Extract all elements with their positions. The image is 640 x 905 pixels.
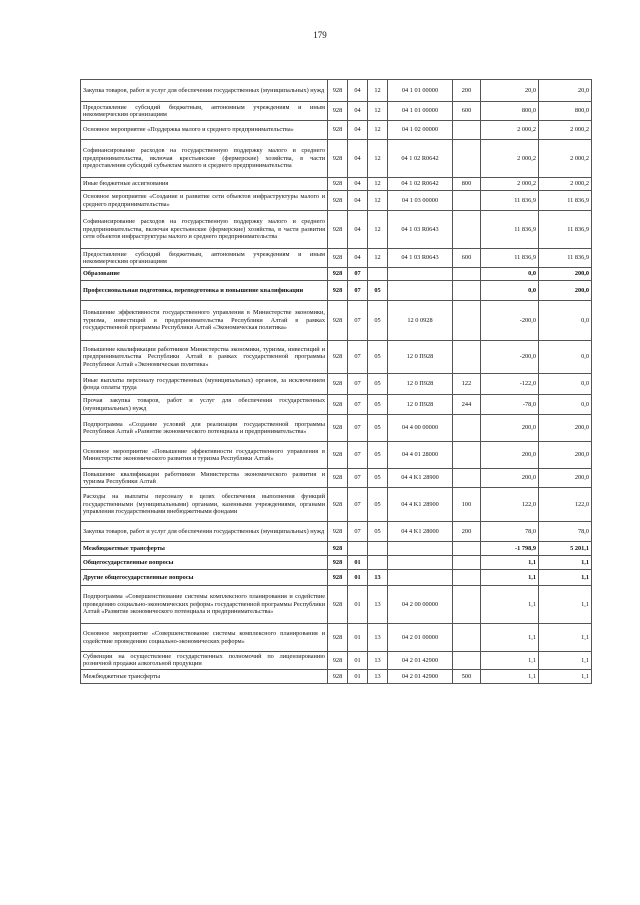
row-target-article: 04 4 K1 28900 (388, 488, 453, 522)
row-admin-code: 928 (328, 80, 348, 102)
row-admin-code: 928 (328, 249, 348, 268)
table-row (81, 488, 592, 522)
row-name: Основное мероприятие «Создание и развитие сети объектов инфраструктуры малого и среднего предпринимательства» (81, 191, 328, 211)
row-target-article: 12 0 0928 (388, 301, 453, 341)
row-section: 01 (348, 669, 368, 683)
row-subsection: 05 (368, 374, 388, 395)
row-section: 07 (348, 522, 368, 542)
row-expense-type (453, 121, 481, 140)
row-subsection (368, 542, 388, 556)
table-row (81, 395, 592, 415)
row-section: 07 (348, 415, 368, 442)
row-section: 07 (348, 281, 368, 301)
row-amount-change: 0,0 (481, 281, 539, 301)
row-expense-type (453, 191, 481, 211)
row-section: 01 (348, 652, 368, 670)
row-section: 04 (348, 80, 368, 102)
table-row (81, 374, 592, 395)
row-admin-code: 928 (328, 395, 348, 415)
row-name: Подпрограмма «Создание условий для реализации государственной программы Республики Алтай «Развитие экономического потенциала и предпринимательства» (81, 415, 328, 442)
row-name: Иные выплаты персоналу государственных (муниципальных) органов, за исключением фонда оплаты труда (81, 374, 328, 395)
row-subsection: 05 (368, 301, 388, 341)
row-amount-total: 1,1 (539, 586, 592, 624)
row-target-article: 04 1 03 00000 (388, 191, 453, 211)
row-expense-type: 122 (453, 374, 481, 395)
row-name: Основное мероприятие «Совершенствование системы комплексного планирования и содействие проведению социально-экономических реформ» (81, 624, 328, 652)
row-subsection: 05 (368, 488, 388, 522)
row-amount-total: 2 000,2 (539, 178, 592, 191)
row-amount-total: 1,1 (539, 556, 592, 570)
row-amount-change: 11 836,9 (481, 191, 539, 211)
row-name: Повышение квалификации работников Министерства экономического развития и туризма Республики Алтай (81, 469, 328, 488)
row-expense-type: 200 (453, 522, 481, 542)
row-admin-code: 928 (328, 570, 348, 586)
row-admin-code: 928 (328, 442, 348, 469)
row-target-article: 04 1 01 00000 (388, 80, 453, 102)
table-row (81, 415, 592, 442)
page-number: 179 (313, 30, 327, 40)
row-admin-code: 928 (328, 191, 348, 211)
row-section (348, 542, 368, 556)
row-amount-change: 1,1 (481, 570, 539, 586)
row-amount-change: -1 798,9 (481, 542, 539, 556)
row-amount-total: 0,0 (539, 301, 592, 341)
row-section: 07 (348, 341, 368, 374)
row-subsection (368, 268, 388, 281)
row-subsection: 05 (368, 469, 388, 488)
table-row (81, 178, 592, 191)
table-row (81, 586, 592, 624)
row-expense-type (453, 211, 481, 249)
row-name: Общегосударственные вопросы (81, 556, 328, 570)
row-name: Иные бюджетные ассигнования (81, 178, 328, 191)
row-amount-change: -200,0 (481, 301, 539, 341)
row-expense-type (453, 586, 481, 624)
row-section: 07 (348, 374, 368, 395)
row-admin-code: 928 (328, 341, 348, 374)
row-name: Основное мероприятие «Повышение эффективности государственного управления в Министерстве экономического развития и туризма Республики Алтай» (81, 442, 328, 469)
row-target-article: 04 1 02 R0642 (388, 140, 453, 178)
row-section: 07 (348, 488, 368, 522)
row-expense-type (453, 268, 481, 281)
row-name: Межбюджетные трансферты (81, 542, 328, 556)
row-subsection: 12 (368, 102, 388, 121)
table-row (81, 191, 592, 211)
table-row (81, 652, 592, 670)
row-section: 07 (348, 469, 368, 488)
row-section: 04 (348, 102, 368, 121)
row-subsection: 12 (368, 80, 388, 102)
row-name: Межбюджетные трансферты (81, 669, 328, 683)
row-admin-code: 928 (328, 415, 348, 442)
row-target-article: 04 1 01 00000 (388, 102, 453, 121)
row-amount-total: 11 836,9 (539, 249, 592, 268)
row-target-article: 04 4 00 00000 (388, 415, 453, 442)
row-section: 04 (348, 191, 368, 211)
row-name: Другие общегосударственные вопросы (81, 570, 328, 586)
row-amount-total: 200,0 (539, 415, 592, 442)
row-target-article: 04 1 02 R0642 (388, 178, 453, 191)
row-admin-code: 928 (328, 268, 348, 281)
row-amount-change: -78,0 (481, 395, 539, 415)
row-amount-total: 78,0 (539, 522, 592, 542)
row-amount-change: 1,1 (481, 652, 539, 670)
row-name: Предоставление субсидий бюджетным, автономным учреждениям и иным некоммерческим организациям (81, 249, 328, 268)
row-target-article: 04 2 01 00000 (388, 624, 453, 652)
row-target-article (388, 556, 453, 570)
table-row (81, 570, 592, 586)
row-amount-change: 78,0 (481, 522, 539, 542)
row-subsection: 13 (368, 586, 388, 624)
row-amount-total: 200,0 (539, 442, 592, 469)
row-amount-change: 1,1 (481, 556, 539, 570)
row-amount-total: 0,0 (539, 395, 592, 415)
row-target-article: 04 2 01 42900 (388, 652, 453, 670)
row-amount-change: 2 000,2 (481, 121, 539, 140)
row-expense-type: 800 (453, 178, 481, 191)
row-target-article: 12 0 П928 (388, 395, 453, 415)
row-amount-change: 2 000,2 (481, 140, 539, 178)
row-amount-change: 200,0 (481, 442, 539, 469)
row-target-article (388, 542, 453, 556)
row-section: 01 (348, 624, 368, 652)
row-admin-code: 928 (328, 178, 348, 191)
row-target-article: 12 0 П928 (388, 341, 453, 374)
row-amount-change: 1,1 (481, 586, 539, 624)
row-subsection: 05 (368, 281, 388, 301)
table-row (81, 281, 592, 301)
row-expense-type (453, 281, 481, 301)
row-name: Субвенции на осуществление государственных полномочий по лицензированию розничной продажи алкогольной продукции (81, 652, 328, 670)
row-expense-type: 244 (453, 395, 481, 415)
row-amount-change: 1,1 (481, 669, 539, 683)
row-section: 04 (348, 178, 368, 191)
row-subsection: 05 (368, 415, 388, 442)
row-name: Повышение эффективности государственного управления в Министерстве экономики, туризма, инвестиций и предпринимательства Республики Алтай в рамках государственной программы Республики Алтай «Экономическая политика» (81, 301, 328, 341)
row-section: 07 (348, 268, 368, 281)
row-admin-code: 928 (328, 102, 348, 121)
table-row (81, 80, 592, 102)
row-name: Повышение квалификации работников Министерства экономики, туризма, инвестиций и предпринимательства Республики Алтай в рамках государственной программы Республики Алтай «Экономическая политика» (81, 341, 328, 374)
row-name: Образование (81, 268, 328, 281)
table-row (81, 669, 592, 683)
row-expense-type (453, 556, 481, 570)
row-name: Прочая закупка товаров, работ и услуг для обеспечения государственных (муниципальных) нужд (81, 395, 328, 415)
row-section: 04 (348, 121, 368, 140)
row-expense-type: 200 (453, 80, 481, 102)
table-row (81, 341, 592, 374)
table-row (81, 556, 592, 570)
row-subsection: 05 (368, 522, 388, 542)
row-section: 01 (348, 570, 368, 586)
row-admin-code: 928 (328, 281, 348, 301)
row-name: Расходы на выплаты персоналу в целях обеспечения выполнения функций государственными (муниципальными) органами, казенными учреждениями, органами управления государственными внебюджетными фондами (81, 488, 328, 522)
row-amount-total: 1,1 (539, 624, 592, 652)
row-amount-total: 1,1 (539, 570, 592, 586)
row-target-article: 12 0 П928 (388, 374, 453, 395)
row-admin-code: 928 (328, 522, 348, 542)
row-section: 07 (348, 395, 368, 415)
row-target-article (388, 281, 453, 301)
row-expense-type (453, 341, 481, 374)
row-subsection: 05 (368, 395, 388, 415)
row-expense-type: 600 (453, 102, 481, 121)
row-expense-type: 600 (453, 249, 481, 268)
row-target-article: 04 4 K1 28000 (388, 522, 453, 542)
row-admin-code: 928 (328, 556, 348, 570)
row-amount-change: 1,1 (481, 624, 539, 652)
row-target-article (388, 570, 453, 586)
row-admin-code: 928 (328, 488, 348, 522)
row-target-article: 04 1 02 00000 (388, 121, 453, 140)
row-target-article: 04 1 03 R0643 (388, 249, 453, 268)
row-amount-change: 122,0 (481, 488, 539, 522)
table-row (81, 121, 592, 140)
row-admin-code: 928 (328, 542, 348, 556)
row-section: 07 (348, 301, 368, 341)
row-name: Профессиональная подготовка, переподготовка и повышение квалификации (81, 281, 328, 301)
row-target-article: 04 2 01 42900 (388, 669, 453, 683)
row-subsection: 13 (368, 570, 388, 586)
row-admin-code: 928 (328, 301, 348, 341)
row-subsection: 12 (368, 140, 388, 178)
row-name: Софинансирование расходов на государственную поддержку малого и среднего предпринимательства, включая крестьянские (фермерские) хозяйства, в части развития сети объектов инфраструктуры малого и среднего предпринимательства (81, 211, 328, 249)
row-subsection: 05 (368, 442, 388, 469)
row-section: 04 (348, 211, 368, 249)
row-amount-total: 0,0 (539, 341, 592, 374)
row-section: 01 (348, 556, 368, 570)
row-subsection: 12 (368, 121, 388, 140)
row-subsection: 12 (368, 211, 388, 249)
row-section: 04 (348, 140, 368, 178)
row-amount-change: 200,0 (481, 415, 539, 442)
row-amount-total: 2 000,2 (539, 121, 592, 140)
row-admin-code: 928 (328, 669, 348, 683)
row-expense-type (453, 652, 481, 670)
row-expense-type (453, 415, 481, 442)
row-amount-change: 11 836,9 (481, 211, 539, 249)
row-amount-total: 11 836,9 (539, 211, 592, 249)
table-row (81, 211, 592, 249)
row-admin-code: 928 (328, 624, 348, 652)
row-expense-type (453, 469, 481, 488)
table-row (81, 249, 592, 268)
row-amount-change: -122,0 (481, 374, 539, 395)
row-amount-total: 0,0 (539, 374, 592, 395)
row-amount-change: 200,0 (481, 469, 539, 488)
table-row (81, 140, 592, 178)
row-amount-total: 20,0 (539, 80, 592, 102)
row-name: Предоставление субсидий бюджетным, автономным учреждениям и иным некоммерческим организациям (81, 102, 328, 121)
row-section: 07 (348, 442, 368, 469)
row-target-article: 04 1 03 R0643 (388, 211, 453, 249)
row-amount-total: 800,0 (539, 102, 592, 121)
table-row (81, 442, 592, 469)
row-amount-total: 200,0 (539, 268, 592, 281)
row-subsection: 13 (368, 652, 388, 670)
row-amount-total: 200,0 (539, 281, 592, 301)
row-amount-change: 0,0 (481, 268, 539, 281)
table-row (81, 522, 592, 542)
row-amount-total: 1,1 (539, 669, 592, 683)
row-expense-type: 100 (453, 488, 481, 522)
row-amount-change: 800,0 (481, 102, 539, 121)
table-row (81, 301, 592, 341)
row-amount-total: 11 836,9 (539, 191, 592, 211)
row-admin-code: 928 (328, 652, 348, 670)
row-amount-change: 2 000,2 (481, 178, 539, 191)
row-admin-code: 928 (328, 211, 348, 249)
row-subsection: 13 (368, 669, 388, 683)
row-name: Основное мероприятие «Поддержка малого и среднего предпринимательства» (81, 121, 328, 140)
row-subsection (368, 556, 388, 570)
row-target-article (388, 268, 453, 281)
row-name: Закупка товаров, работ и услуг для обеспечения государственных (муниципальных) нужд (81, 80, 328, 102)
table-row (81, 268, 592, 281)
row-admin-code: 928 (328, 586, 348, 624)
row-target-article: 04 4 K1 28900 (388, 469, 453, 488)
row-subsection: 05 (368, 341, 388, 374)
row-expense-type (453, 442, 481, 469)
row-section: 01 (348, 586, 368, 624)
row-amount-total: 200,0 (539, 469, 592, 488)
row-expense-type (453, 570, 481, 586)
table-row (81, 469, 592, 488)
table-row (81, 102, 592, 121)
row-name: Подпрограмма «Совершенствование системы комплексного планирования и содействие проведению социально-экономических реформ» государственной программы Республики Алтай «Развитие экономического потенциала и предпринимательства» (81, 586, 328, 624)
row-expense-type: 500 (453, 669, 481, 683)
row-subsection: 12 (368, 191, 388, 211)
row-amount-total: 2 000,2 (539, 140, 592, 178)
row-amount-total: 5 201,1 (539, 542, 592, 556)
row-admin-code: 928 (328, 374, 348, 395)
row-target-article: 04 4 01 28000 (388, 442, 453, 469)
row-name: Закупка товаров, работ и услуг для обеспечения государственных (муниципальных) нужд (81, 522, 328, 542)
row-admin-code: 928 (328, 121, 348, 140)
row-name: Софинансирование расходов на государственную поддержку малого и среднего предпринимательства, включая крестьянские (фермерские) хозяйства, в части предоставления субсидий субъектам малого и среднего предпринимательства (81, 140, 328, 178)
budget-table (80, 79, 592, 684)
row-amount-change: 20,0 (481, 80, 539, 102)
table-row (81, 542, 592, 556)
row-amount-total: 122,0 (539, 488, 592, 522)
row-subsection: 12 (368, 249, 388, 268)
row-admin-code: 928 (328, 140, 348, 178)
row-expense-type (453, 140, 481, 178)
row-subsection: 13 (368, 624, 388, 652)
row-amount-change: 11 836,9 (481, 249, 539, 268)
table-row (81, 624, 592, 652)
row-expense-type (453, 542, 481, 556)
row-amount-total: 1,1 (539, 652, 592, 670)
row-target-article: 04 2 00 00000 (388, 586, 453, 624)
row-expense-type (453, 624, 481, 652)
row-section: 04 (348, 249, 368, 268)
row-subsection: 12 (368, 178, 388, 191)
row-admin-code: 928 (328, 469, 348, 488)
row-expense-type (453, 301, 481, 341)
row-amount-change: -200,0 (481, 341, 539, 374)
